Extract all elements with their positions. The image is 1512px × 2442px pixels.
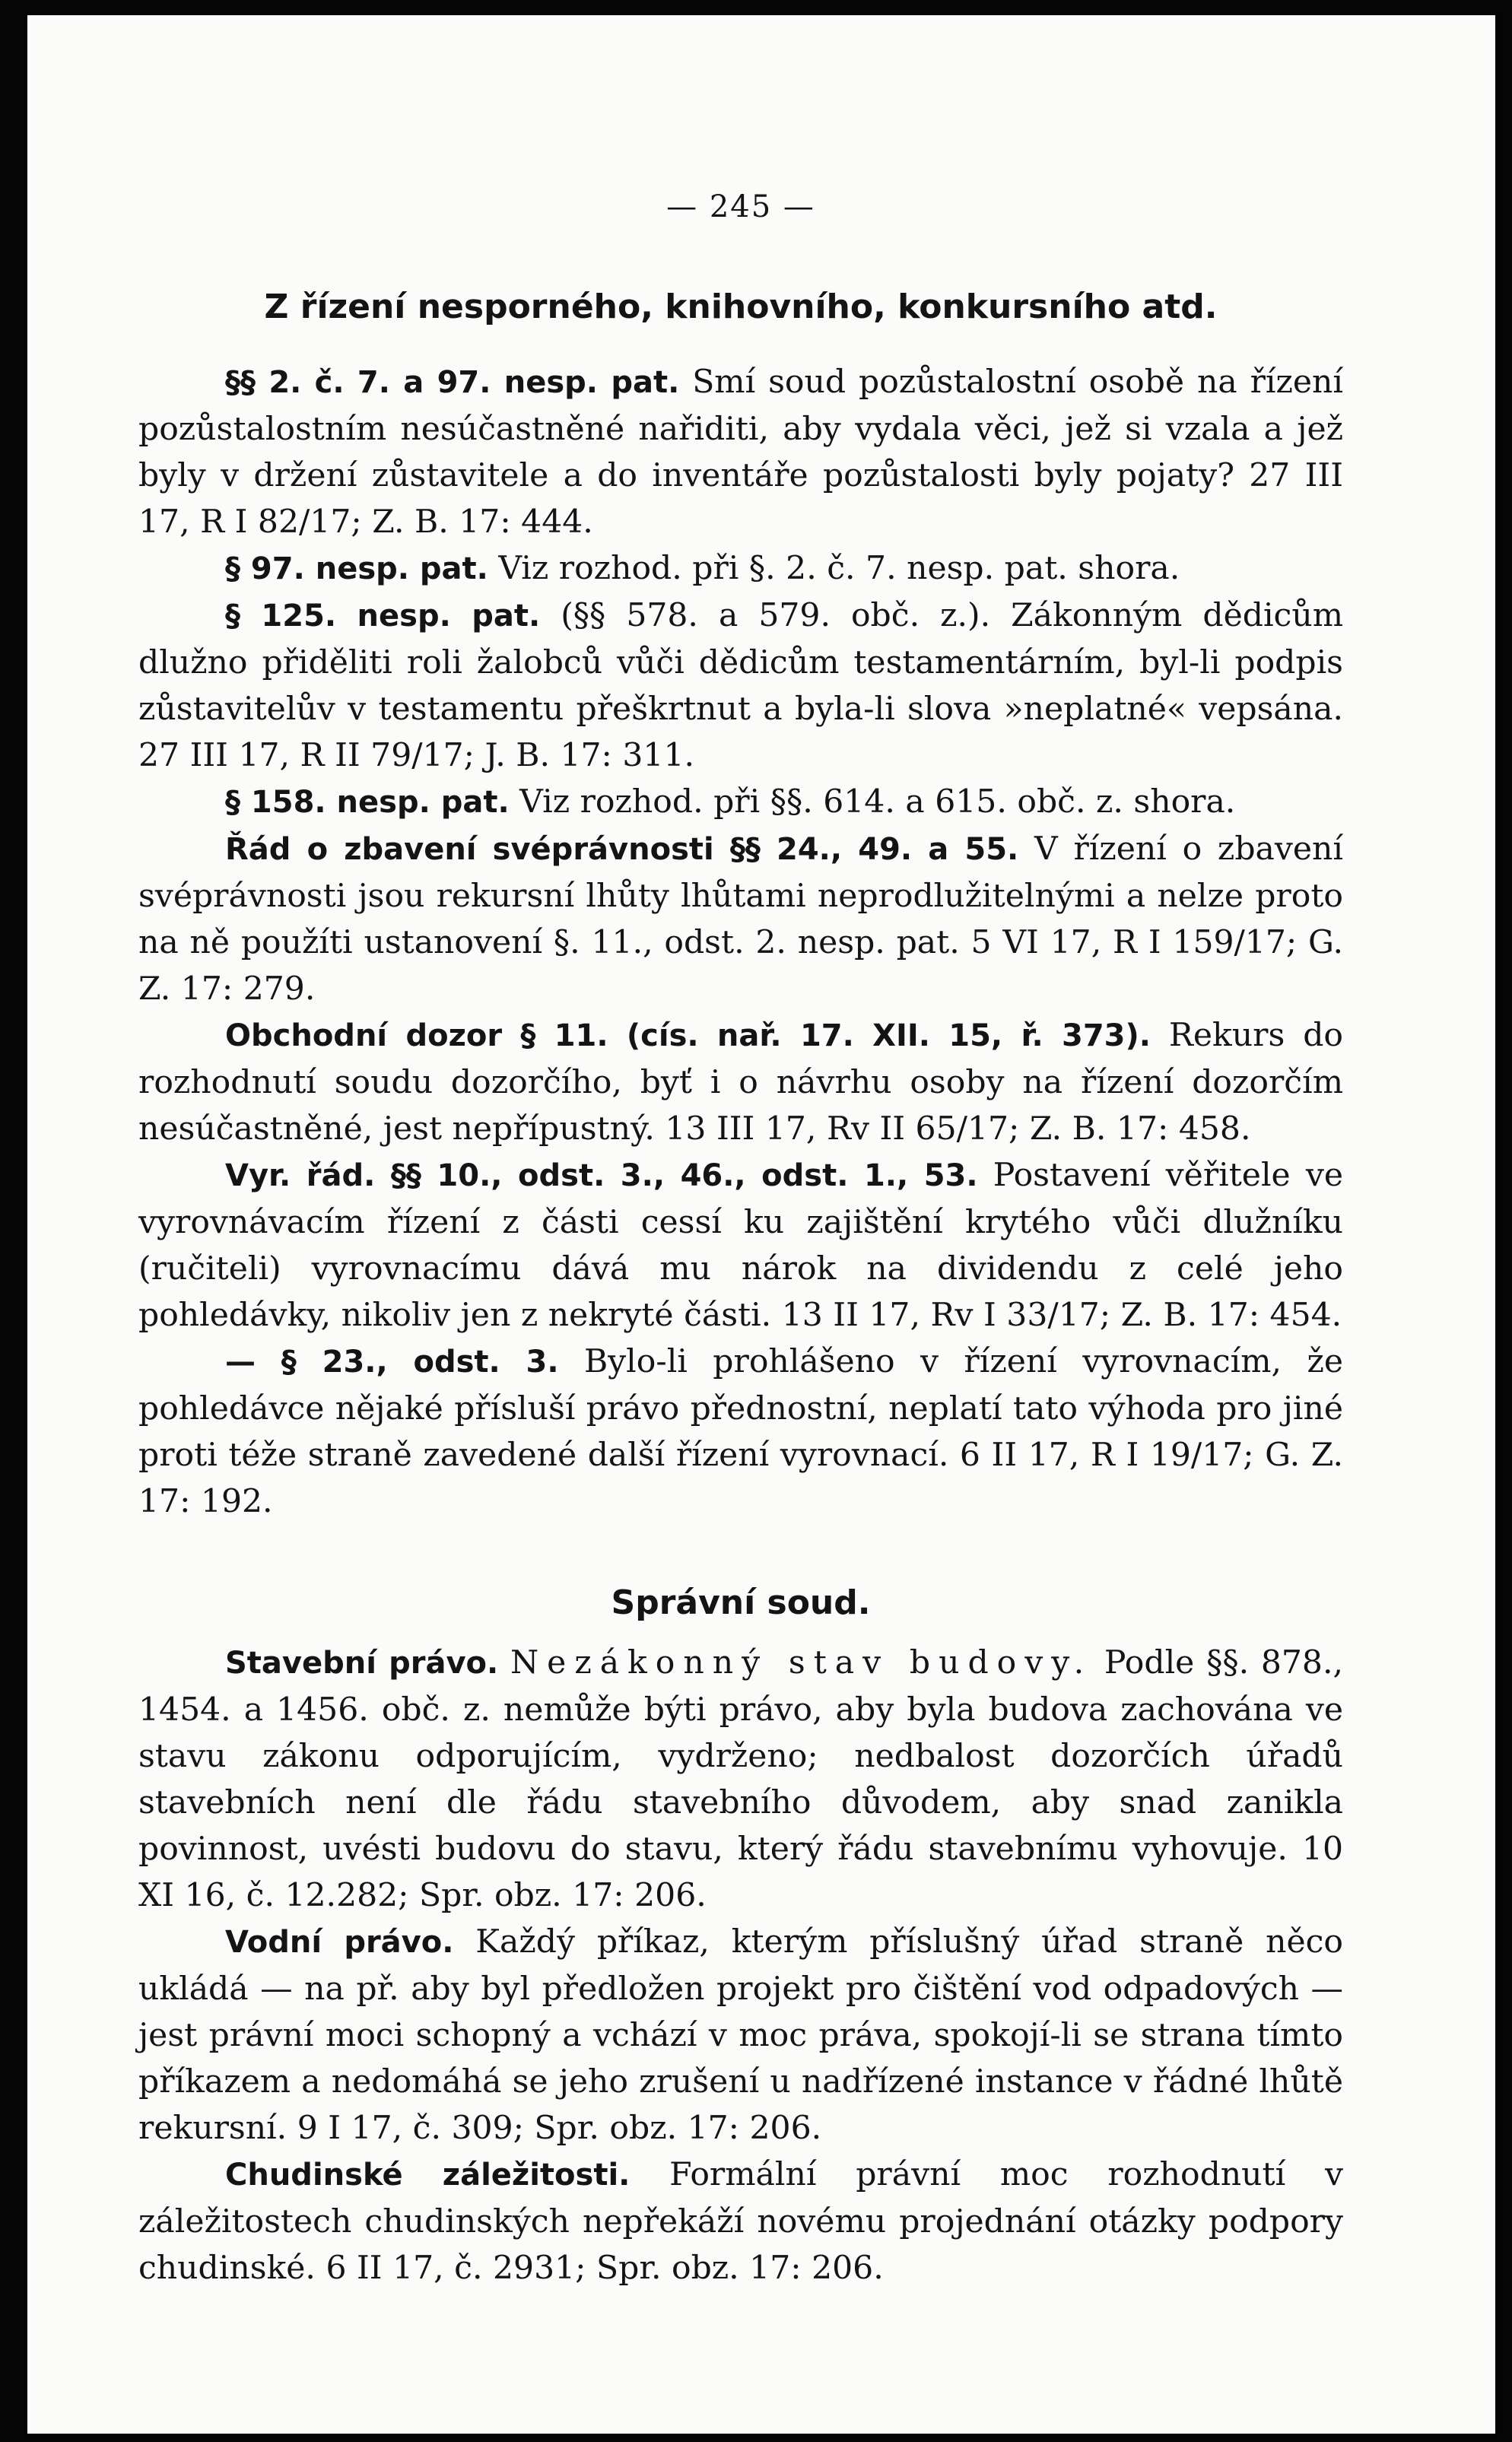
entry-text: Formální právní moc rozhodnutí v záležitostech chudinských nepřekáží novému projednání otázky podpory chudinské. 6 II 17, č. 2931; Spr. obz. 17: 206.	[138, 2156, 1344, 2287]
entry-incapacitation-order	[138, 826, 1343, 1012]
entry-building-law	[138, 1640, 1343, 1919]
entry-text: Bylo-li prohlášeno v řízení vyrovnacím, že pohledávce nějaké přísluší právo přednostní, neplatí tato výhoda pro jiné proti téže straně zavedené další řízení vyrovnací. 6 II 17, R I 19/17; G. Z. 17: 192.	[138, 1343, 1343, 1520]
entry-text: (§§ 578. a 579. obč. z.). Zákonným dědicům dlužno přiděliti roli žalobců vůči dědicům testamentárním, byl-li podpis zůstavitelův v testamentu přeškrtnut a byla-li slova »neplatné« vepsána. 27 III 17, R II 79/17; J. B. 17: 311.	[138, 597, 1344, 774]
entry-nesp-pat-2-97	[138, 359, 1343, 545]
section-heading-administrative-court: Správní soud.	[611, 1583, 871, 1622]
page-content	[138, 184, 1343, 2291]
entry-nesp-pat-158	[138, 779, 1343, 826]
entry-lead: Stavební právo.	[225, 1646, 499, 1681]
entry-spaced-title: Nezákonný stav budovy.	[510, 1644, 1093, 1681]
entry-nesp-pat-125	[138, 592, 1343, 779]
page-number: — 245 —	[666, 189, 815, 224]
entry-text: Postavení věřitele ve vyrovnávacím řízení z části cessí ku zajištění krytého vůči dlužníku (ručiteli) vyrovnacímu dává mu nárok na dividendu z celé jeho pohledávky, nikoliv jen z nekryté části. 13 II 17, Rv I 33/17; Z. B. 17: 454.	[138, 1157, 1343, 1334]
entry-composition-order	[138, 1152, 1343, 1338]
entry-lead: — § 23., odst. 3.	[225, 1345, 559, 1380]
entry-lead: § 97. nesp. pat.	[225, 551, 488, 586]
entry-lead: Řád o zbavení svéprávnosti §§ 24., 49. a 55.	[225, 832, 1019, 867]
entry-lead: § 158. nesp. pat.	[225, 785, 510, 820]
entry-lead: § 125. nesp. pat.	[225, 599, 541, 634]
entry-text: Každý příkaz, kterým příslušný úřad straně něco ukládá — na př. aby byl předložen projekt pro čištění vod odpadových — jest právní moci schopný a vchází v moc práva, spokojí-li se strana tímto příkazem a nedomáhá se jeho zrušení u nadřízené instance v řádné lhůtě rekursní. 9 I 17, č. 309; Spr. obz. 17: 206.	[138, 1923, 1344, 2147]
entry-lead: §§ 2. č. 7. a 97. nesp. pat.	[225, 365, 680, 400]
section-heading-civil-proceedings: Z řízení nesporného, knihovního, konkursního atd.	[264, 287, 1218, 326]
entry-water-law	[138, 1919, 1343, 2151]
entry-commercial-supervision	[138, 1012, 1343, 1152]
entry-nesp-pat-97	[138, 545, 1343, 592]
entry-text: V řízení o zbavení svéprávnosti jsou rekursní lhůty lhůtami neprodlužitelnými a nelze proto na ně použíti ustanovení §. 11., odst. 2. nesp. pat. 5 VI 17, R I 159/17; G. Z. 17: 279.	[138, 830, 1343, 1008]
entry-poor-relief	[138, 2151, 1343, 2291]
entry-text: Podle §§. 878., 1454. a 1456. obč. z. nemůže býti právo, aby byla budova zachována ve stavu zákonu odporujícím, vydrženo; nedbalost dozorčích úřadů stavebních není dle řádu stavebního důvodem, aby snad zanikla povinnost, uvésti budovu do stavu, který řádu stavebnímu vyhovuje. 10 XI 16, č. 12.282; Spr. obz. 17: 206.	[138, 1644, 1343, 1914]
entry-text: Rekurs do rozhodnutí soudu dozorčího, byť i o návrhu osoby na řízení dozorčím nesúčastněné, jest nepřípustný. 13 III 17, Rv II 65/17; Z. B. 17: 458.	[138, 1017, 1343, 1148]
entry-lead: Vyr. řád. §§ 10., odst. 3., 46., odst. 1., 53.	[225, 1158, 978, 1193]
entry-composition-order-23	[138, 1338, 1343, 1525]
entry-lead: Vodní právo.	[225, 1925, 454, 1960]
entry-text: Smí soud pozůstalostní osobě na řízení pozůstalostním nesúčastněné nařiditi, aby vydala věci, jež si vzala a jež byly v držení zůstavitele a do inventáře pozůstalosti byly pojaty? 27 III 17, R I 82/17; Z. B. 17: 444.	[138, 364, 1343, 541]
entry-lead: Obchodní dozor § 11. (cís. nař. 17. XII. 15, ř. 373).	[225, 1018, 1151, 1053]
entry-lead: Chudinské záležitosti.	[225, 2158, 631, 2193]
book-page	[27, 15, 1495, 2434]
entry-text: Viz rozhod. při §. 2. č. 7. nesp. pat. shora.	[498, 550, 1180, 587]
entry-text: Viz rozhod. při §§. 614. a 615. obč. z. shora.	[519, 783, 1236, 821]
